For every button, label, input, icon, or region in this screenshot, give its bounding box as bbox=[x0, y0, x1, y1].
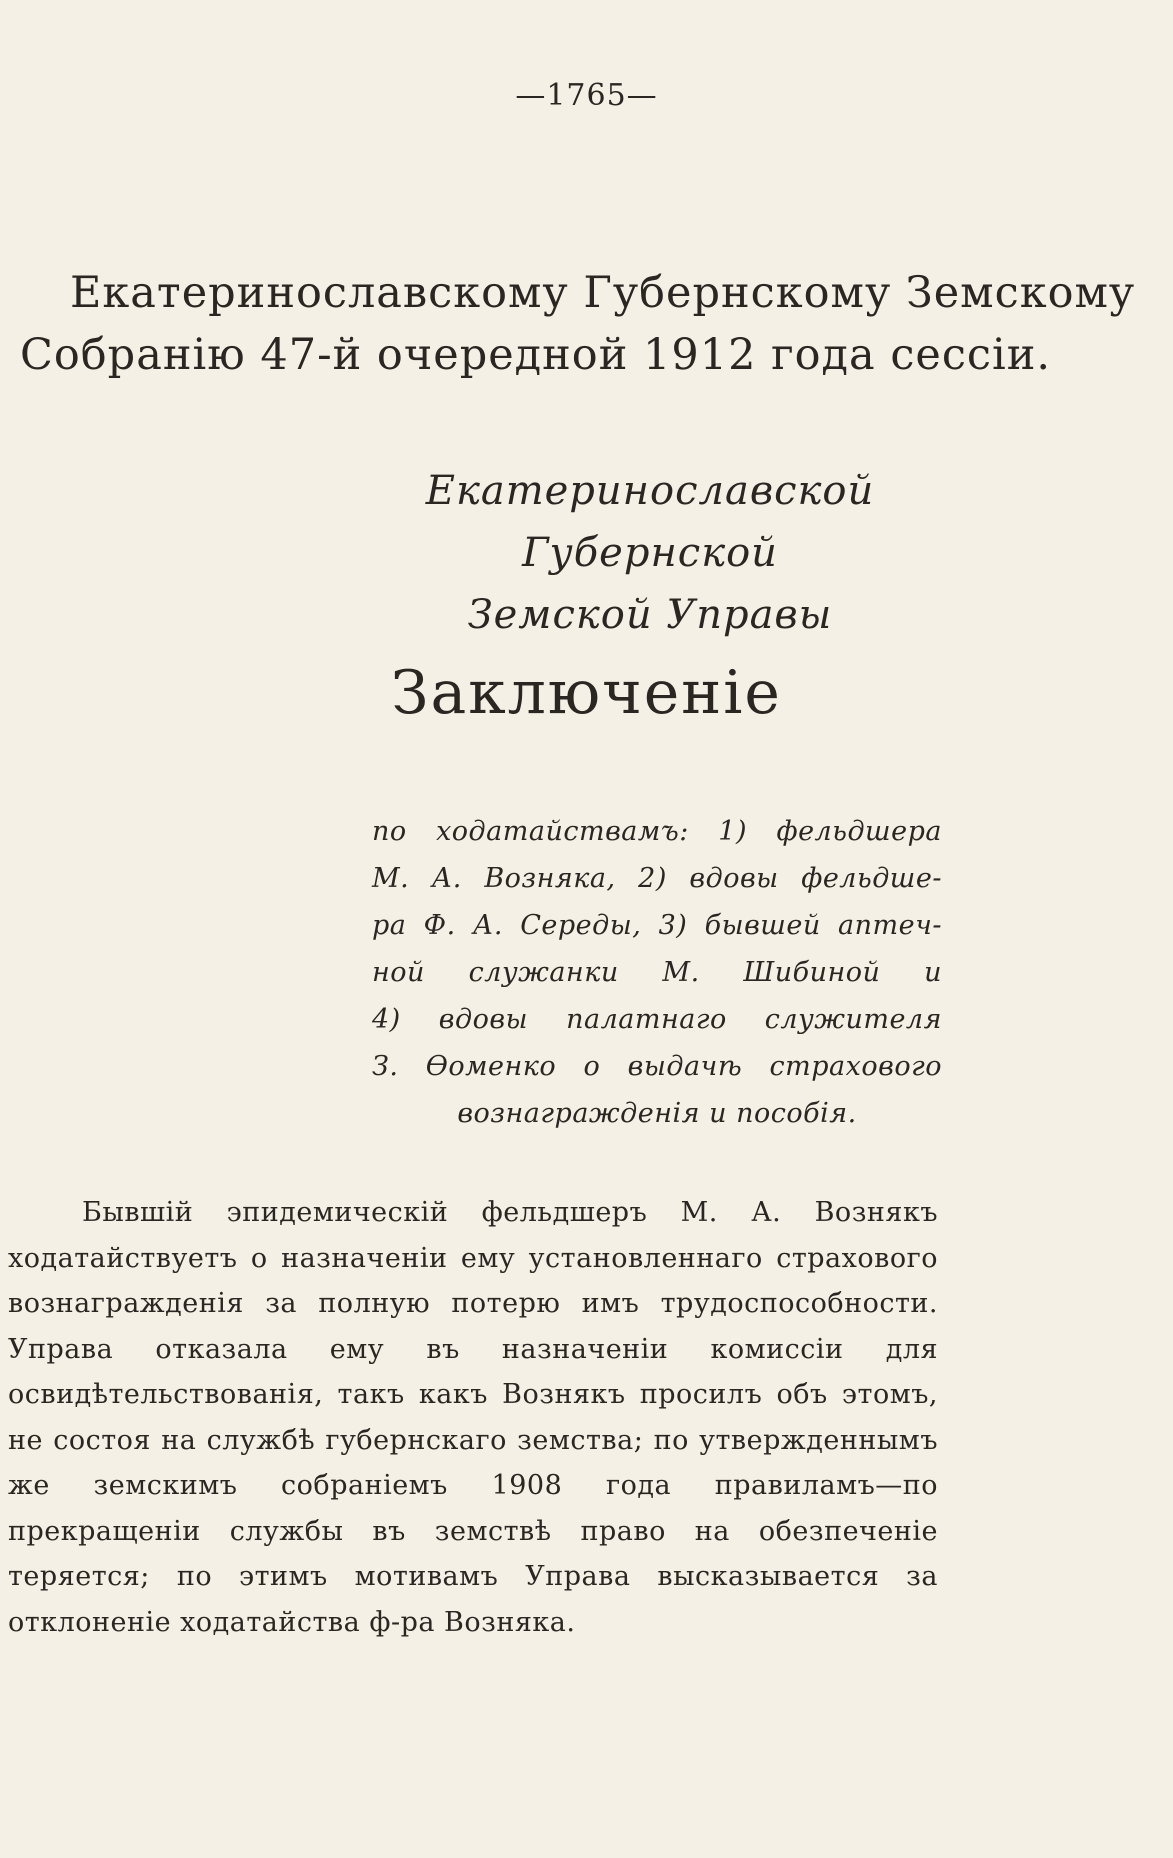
sender-heading bbox=[330, 460, 970, 646]
page-number: —1765— bbox=[515, 78, 658, 113]
subject-block bbox=[372, 808, 942, 1137]
subject-line: 4) вдовы палатнаго служителя bbox=[372, 1004, 942, 1035]
addressee-heading bbox=[20, 262, 1160, 386]
document-title: Заключеніе bbox=[391, 658, 782, 728]
addressee-line-1: Екатеринославскому Губернскому Земскому bbox=[70, 268, 1136, 318]
subject-line: ной служанки М. Шибиной и bbox=[372, 957, 942, 988]
sender-line-1: Екатеринославской Губернской bbox=[425, 468, 875, 576]
subject-line: ра Ф. А. Середы, 3) бывшей аптеч- bbox=[372, 910, 942, 941]
subject-line: З. Ѳоменко о выдачѣ страхового bbox=[372, 1051, 942, 1082]
subject-line: М. А. Возняка, 2) вдовы фельдше- bbox=[372, 863, 942, 894]
subject-line: по ходатайствамъ: 1) фельдшера bbox=[372, 816, 942, 847]
sender-line-2: Земской Управы bbox=[467, 592, 833, 638]
body-paragraph: Бывшій эпидемическій фельдшеръ М. А. Вознякъ ходатайствуетъ о назначеніи ему установленнаго страхового вознагражденія за полную потерю имъ трудоспособности. Управа отказала ему въ назначеніи комиссіи для освидѣтельствованія, такъ какъ Вознякъ просилъ объ этомъ, не состоя на службѣ губернскаго земства; по утвержденнымъ же земскимъ собраніемъ 1908 года правиламъ—по прекращеніи службы въ земствѣ право на обезпеченіе теряется; по этимъ мотивамъ Управа высказывается за отклоненіе ходатайства ф-ра Возняка. bbox=[8, 1197, 938, 1638]
subject-line-last: вознагражденія и пособія. bbox=[457, 1098, 857, 1129]
addressee-line-2: Собранію 47-й очередной 1912 года сессіи. bbox=[20, 330, 1052, 380]
